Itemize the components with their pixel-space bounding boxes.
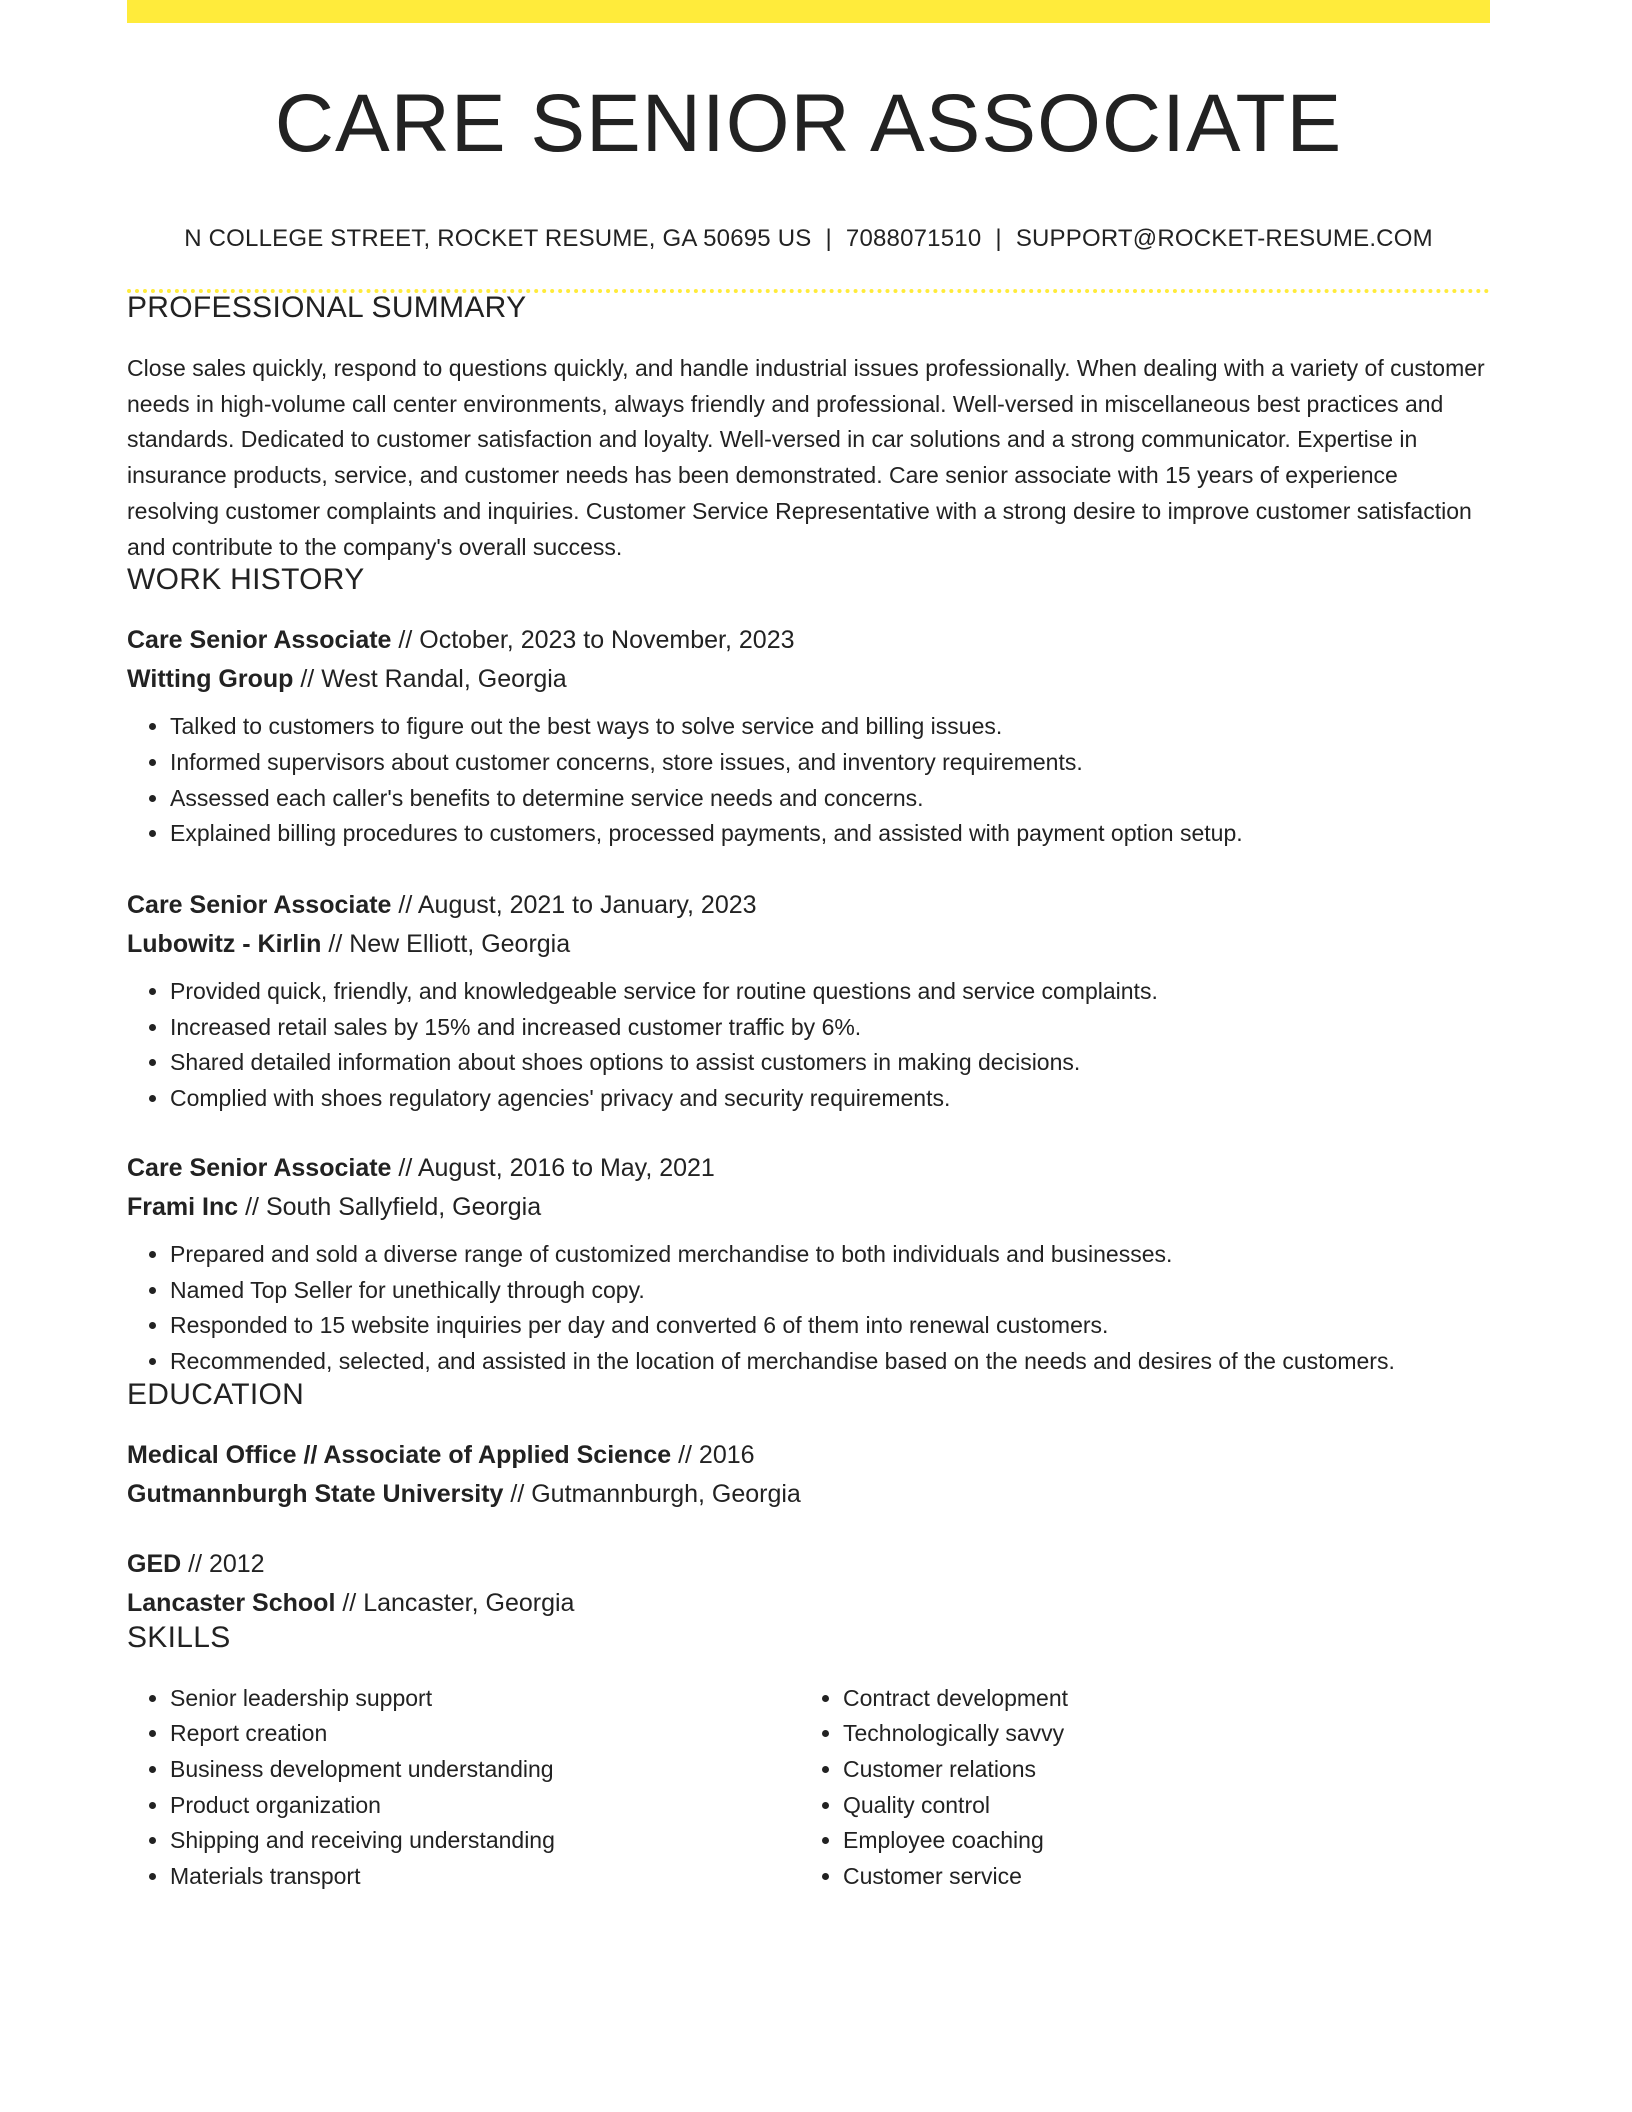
job-entry [127,621,1490,852]
job-entry [127,1149,1490,1380]
job-company: Frami Inc [127,1192,239,1221]
skill-item: • Quality control [843,1788,1473,1824]
edu-school-line [127,1584,1490,1623]
job-bullet: • Increased retail sales by 15% and increased customer traffic by 6%. [170,1010,1490,1046]
job-dates: // August, 2016 to May, 2021 [391,1153,715,1182]
job-company-line [127,660,1490,699]
job-role-line [127,1149,1490,1188]
edu-degree: GED [127,1549,182,1578]
job-location: // New Elliott, Georgia [321,930,571,959]
education-entry [127,1545,1490,1623]
skill-item: • Customer relations [843,1752,1473,1788]
job-role: Care Senior Associate [127,1153,392,1182]
edu-location: // Lancaster, Georgia [335,1588,575,1617]
skill-item: • Business development understanding [170,1752,800,1788]
job-dates: // October, 2023 to November, 2023 [391,626,795,655]
skill-item: • Materials transport [170,1859,800,1895]
skills-left-list [127,1681,800,1895]
job-bullets [127,709,1490,852]
job-company: Witting Group [127,665,294,694]
education-title: EDUCATION [127,1377,305,1411]
edu-degree-line [127,1545,1490,1584]
edu-degree: Medical Office // Associate of Applied Science [127,1440,672,1469]
job-bullets [127,974,1490,1117]
summary-title: PROFESSIONAL SUMMARY [127,291,527,324]
job-company-line [127,925,1490,964]
skills-right-list [800,1681,1473,1895]
skill-item: • Employee coaching [843,1823,1473,1859]
edu-school: Lancaster School [127,1588,336,1617]
job-role: Care Senior Associate [127,626,392,655]
skill-item: • Customer service [843,1859,1473,1895]
contact-separator: | [995,225,1002,252]
skill-item: • Report creation [170,1716,800,1752]
contact-email: SUPPORT@ROCKET-RESUME.COM [1015,225,1433,252]
contact-separator: | [825,225,832,252]
contact-address: N COLLEGE STREET, ROCKET RESUME, GA 50695 US [184,225,812,252]
job-bullets [127,1237,1490,1380]
skill-item: • Shipping and receiving understanding [170,1823,800,1859]
resume-name: CARE SENIOR ASSOCIATE [274,78,1343,169]
job-bullet: • Shared detailed information about shoes options to assist customers in making decisions. [170,1045,1490,1081]
skill-item: • Technologically savvy [843,1716,1473,1752]
job-bullet: • Prepared and sold a diverse range of customized merchandise to both individuals and businesses. [170,1237,1490,1273]
job-bullet: • Recommended, selected, and assisted in the location of merchandise based on the needs and desires of the customers. [170,1344,1490,1380]
job-bullet: • Provided quick, friendly, and knowledgeable service for routine questions and service complaints. [170,974,1490,1010]
job-bullet: • Informed supervisors about customer concerns, store issues, and inventory requirements. [170,745,1490,781]
job-role-line [127,621,1490,660]
job-bullet: • Talked to customers to figure out the best ways to solve service and billing issues. [170,709,1490,745]
accent-top-bar [127,0,1490,23]
job-bullet: • Complied with shoes regulatory agencies' privacy and security requirements. [170,1081,1490,1117]
edu-school: Gutmannburgh State University [127,1479,504,1508]
job-bullet: • Explained billing procedures to customers, processed payments, and assisted with payment option setup. [170,816,1490,852]
job-location: // West Randal, Georgia [293,665,567,694]
edu-location: // Gutmannburgh, Georgia [503,1479,801,1508]
skills-title: SKILLS [127,1620,231,1654]
edu-year: // 2016 [671,1440,755,1469]
job-dates: // August, 2021 to January, 2023 [391,891,757,920]
job-company: Lubowitz - Kirlin [127,930,322,959]
contact-phone: 7088071510 [845,225,982,252]
edu-degree-line [127,1436,1490,1475]
job-company-line [127,1188,1490,1227]
job-bullet: • Named Top Seller for unethically through copy. [170,1273,1490,1309]
job-role: Care Senior Associate [127,891,392,920]
work-history-title: WORK HISTORY [127,563,365,597]
skill-item: • Contract development [843,1681,1473,1717]
contact-line [127,227,1490,251]
job-role-line [127,886,1490,925]
skill-item: • Product organization [170,1788,800,1824]
resume-page [127,0,1490,1895]
education-entry [127,1436,1490,1514]
edu-school-line [127,1475,1490,1514]
job-entry [127,886,1490,1117]
skills-columns [127,1681,1490,1895]
edu-year: // 2012 [181,1549,265,1578]
job-bullet: • Responded to 15 website inquiries per day and converted 6 of them into renewal customers. [170,1308,1490,1344]
skill-item: • Senior leadership support [170,1681,800,1717]
job-location: // South Sallyfield, Georgia [238,1192,542,1221]
summary-text: Close sales quickly, respond to questions quickly, and handle industrial issues professionally. When dealing with a variety of customer needs in high-volume call center environments, always friendly and professional. Well-versed in miscellaneous best practices and standards. Dedicated to customer satisfaction and loyalty. Well-versed in car solutions and a strong communicator. Expertise in insurance products, service, and customer needs has been demonstrated. Care senior associate with 15 years of experience resolving customer complaints and inquiries. Customer Service Representative with a strong desire to improve customer satisfaction and contribute to the company's overall success. [127,355,1485,560]
job-bullet: • Assessed each caller's benefits to determine service needs and concerns. [170,781,1490,817]
